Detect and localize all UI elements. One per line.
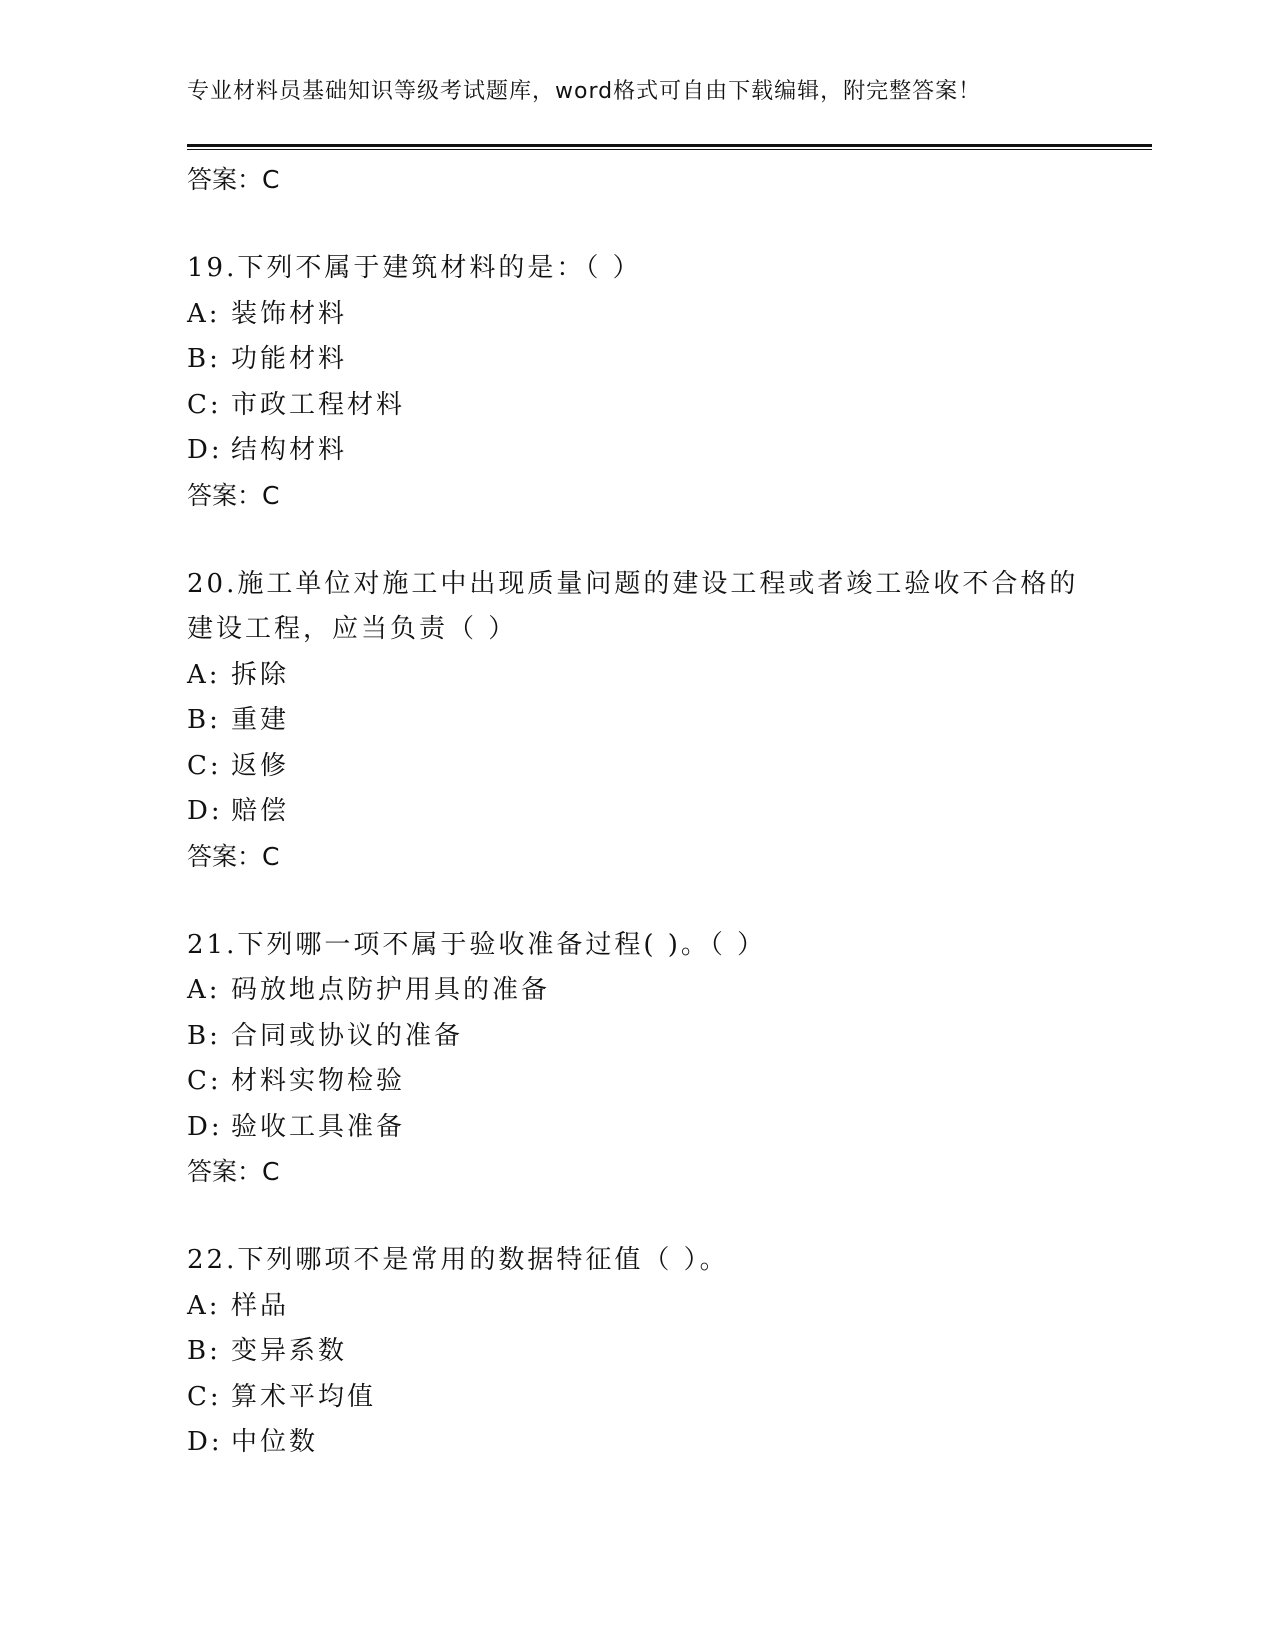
option-a bbox=[187, 292, 1107, 338]
option-text: 拆除 bbox=[231, 659, 290, 690]
option-text: 变异系数 bbox=[231, 1336, 348, 1366]
answer-line: 答案：C bbox=[187, 841, 280, 871]
option-d bbox=[187, 1420, 1107, 1466]
option-a bbox=[187, 653, 1107, 699]
question-21 bbox=[187, 923, 1107, 1195]
question-stem: 19.下列不属于建筑材料的是：（ ） bbox=[187, 253, 642, 283]
option-a bbox=[187, 1284, 1107, 1330]
question-list bbox=[187, 158, 1107, 1466]
option-letter: B: bbox=[187, 344, 221, 374]
option-letter: D: bbox=[187, 435, 223, 465]
option-letter: A: bbox=[187, 975, 221, 1005]
option-letter: A: bbox=[187, 1290, 221, 1321]
answer-line: 答案：C bbox=[187, 1157, 280, 1186]
question-22 bbox=[187, 1238, 1107, 1466]
option-text: 赔偿 bbox=[231, 796, 290, 826]
option-letter: D: bbox=[187, 1111, 223, 1142]
option-text: 码放地点防护用具的准备 bbox=[231, 975, 551, 1005]
option-text: 合同或协议的准备 bbox=[231, 1020, 464, 1051]
question-stem: 22.下列哪项不是常用的数据特征值（ ）。 bbox=[187, 1245, 729, 1275]
option-letter: B: bbox=[187, 705, 221, 735]
option-c bbox=[187, 744, 1107, 790]
option-text: 装饰材料 bbox=[231, 298, 348, 329]
option-text: 算术平均值 bbox=[231, 1381, 377, 1412]
answer-line: 答案：C bbox=[187, 480, 280, 510]
option-c bbox=[187, 1059, 1107, 1105]
option-letter: D: bbox=[187, 1427, 223, 1457]
option-letter: C: bbox=[187, 389, 222, 420]
option-text: 市政工程材料 bbox=[231, 389, 406, 420]
option-letter: B: bbox=[187, 1336, 221, 1366]
option-b bbox=[187, 1014, 1107, 1060]
option-text: 材料实物检验 bbox=[231, 1066, 406, 1096]
question-20 bbox=[187, 562, 1107, 879]
option-text: 重建 bbox=[231, 705, 290, 735]
question-19 bbox=[187, 246, 1107, 518]
option-text: 返修 bbox=[231, 750, 290, 781]
option-d bbox=[187, 428, 1107, 474]
option-text: 结构材料 bbox=[231, 435, 348, 465]
option-letter: A: bbox=[187, 659, 221, 690]
option-d bbox=[187, 1105, 1107, 1151]
option-letter: C: bbox=[187, 1381, 222, 1412]
question-stem: 20.施工单位对施工中出现质量问题的建设工程或者竣工验收不合格的 bbox=[187, 568, 1079, 599]
option-letter: C: bbox=[187, 1066, 222, 1096]
question-stem: 21.下列哪一项不属于验收准备过程( )。（ ） bbox=[187, 929, 767, 960]
header-rule bbox=[187, 144, 1152, 150]
option-letter: A: bbox=[187, 298, 221, 329]
page-header: 专业材料员基础知识等级考试题库，word格式可自由下载编辑，附完整答案！ bbox=[187, 79, 982, 104]
question-stem-continued: 建设工程，应当负责（ ） bbox=[187, 614, 518, 644]
option-c bbox=[187, 1375, 1107, 1421]
option-text: 中位数 bbox=[231, 1427, 319, 1457]
answer-line: 答案：C bbox=[187, 165, 280, 194]
option-d bbox=[187, 789, 1107, 835]
option-text: 验收工具准备 bbox=[231, 1111, 406, 1142]
option-b bbox=[187, 1329, 1107, 1375]
option-letter: B: bbox=[187, 1020, 221, 1051]
option-b bbox=[187, 698, 1107, 744]
option-b bbox=[187, 337, 1107, 383]
option-letter: C: bbox=[187, 750, 222, 781]
option-c bbox=[187, 383, 1107, 429]
option-text: 功能材料 bbox=[231, 344, 348, 374]
option-letter: D: bbox=[187, 796, 223, 826]
option-text: 样品 bbox=[231, 1290, 290, 1321]
option-a bbox=[187, 968, 1107, 1014]
